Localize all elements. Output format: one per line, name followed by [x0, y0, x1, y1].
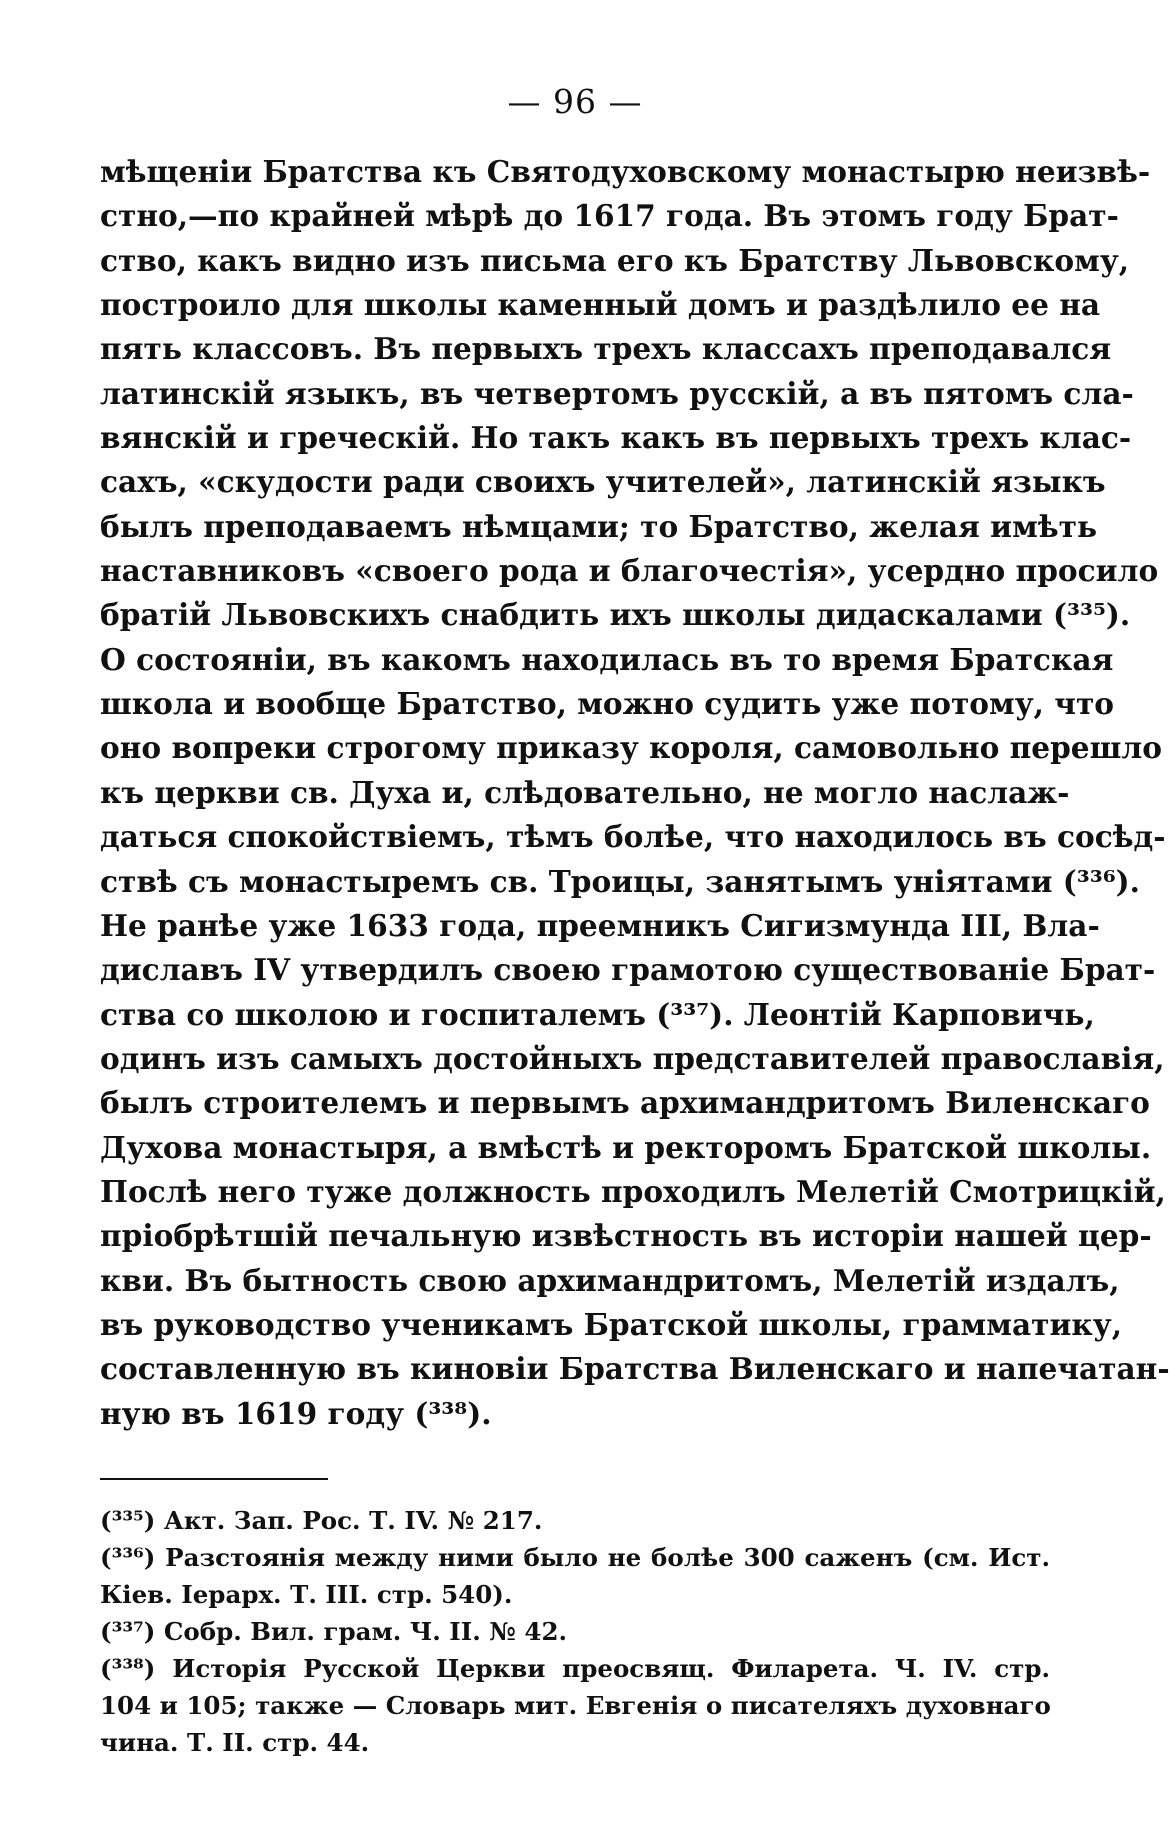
- text-line: былъ строителемъ и первымъ архимандритомъ Виленскаго: [100, 1085, 1150, 1121]
- footnote-335: (³³⁵) Акт. Зап. Рос. Т. IV. № 217.: [100, 1505, 543, 1535]
- text-line: въ руководство ученикамъ Братской школы, грамматику,: [100, 1306, 1123, 1342]
- document-page: [100, 82, 1170, 1761]
- footnote-divider: [100, 1478, 328, 1480]
- page-number: — 96 —: [507, 82, 643, 121]
- text-line: Духова монастыря, а вмѣстѣ и ректоромъ Братской школы.: [100, 1129, 1152, 1165]
- text-line: пять классовъ. Въ первыхъ трехъ классахъ преподавался: [100, 331, 1112, 367]
- footnote-336-continuation: Кіев. Іерарх. Т. III. стр. 540).: [100, 1579, 513, 1609]
- text-line: сахъ, «скудости ради своихъ учителей», латинскій языкъ: [100, 464, 1106, 500]
- text-line: школа и вообще Братство, можно судить уже потому, что: [100, 686, 1115, 722]
- text-line: кви. Въ бытность свою архимандритомъ, Мелетій издалъ,: [100, 1262, 1120, 1298]
- text-line: даться спокойствіемъ, тѣмъ болѣе, что находилось въ сосѣд-: [100, 819, 1166, 855]
- text-line: стно,—по крайней мѣрѣ до 1617 года. Въ этомъ году Брат-: [100, 198, 1119, 234]
- footnote-336: (³³⁶) Разстоянія между ними было не болѣе 300 саженъ (см. Ист.: [100, 1542, 1050, 1572]
- text-line: вянскій и греческій. Но такъ какъ въ первыхъ трехъ клас-: [100, 420, 1132, 456]
- text-line: ную въ 1619 году (³³⁸).: [100, 1395, 492, 1431]
- text-line: диславъ IV утвердилъ своею грамотою существованіе Брат-: [100, 952, 1156, 988]
- text-line: ства со школою и госпиталемъ (³³⁷). Леонтій Карповичь,: [100, 996, 1095, 1032]
- text-line: къ церкви св. Духа и, слѣдовательно, не могло наслаж-: [100, 774, 1070, 810]
- text-line: братій Львовскихъ снабдить ихъ школы дидаскалами (³³⁵).: [100, 597, 1131, 633]
- text-line: О состояніи, въ какомъ находилась въ то время Братская: [100, 641, 1114, 677]
- text-line: Не ранѣе уже 1633 года, преемникъ Сигизмунда III, Вла-: [100, 907, 1100, 943]
- text-line: оно вопреки строгому приказу короля, самовольно перешло: [100, 730, 1163, 766]
- text-line: наставниковъ «своего рода и благочестія», усердно просило: [100, 553, 1159, 589]
- footnote-338: (³³⁸) Исторія Русской Церкви преосвящ. Филарета. Ч. IV. стр.: [100, 1653, 1050, 1683]
- footnote-338-continuation: 104 и 105; также — Словарь мит. Евгенія о писателяхъ духовнаго: [100, 1690, 1051, 1720]
- text-line: латинскій языкъ, въ четвертомъ русскій, а въ пятомъ сла-: [100, 375, 1134, 411]
- text-line: построило для школы каменный домъ и раздѣлило ее на: [100, 287, 1101, 323]
- text-line: Послѣ него туже должность проходилъ Мелетій Смотрицкій,: [100, 1173, 1166, 1209]
- text-line: одинъ изъ самыхъ достойныхъ представителей православія,: [100, 1040, 1165, 1076]
- text-line: мѣщеніи Братства къ Святодуховскому монастырю неизвѣ-: [100, 154, 1151, 189]
- text-line: составленную въ киновіи Братства Виленскаго и напечатан-: [100, 1351, 1170, 1387]
- text-line: ство, какъ видно изъ письма его къ Братству Львовскому,: [100, 242, 1130, 278]
- body-text: [100, 150, 1170, 1436]
- text-line: былъ преподаваемъ нѣмцами; то Братство, желая имѣть: [100, 508, 1098, 544]
- footnotes: [100, 1502, 1050, 1761]
- text-line: пріобрѣтшій печальную извѣстность въ исторіи нашей цер-: [100, 1218, 1152, 1254]
- footnote-338-end: чина. Т. II. стр. 44.: [100, 1727, 370, 1757]
- footnote-337: (³³⁷) Собр. Вил. грам. Ч. II. № 42.: [100, 1616, 568, 1646]
- text-line: ствѣ съ монастыремъ св. Троицы, занятымъ уніятами (³³⁶).: [100, 863, 1140, 899]
